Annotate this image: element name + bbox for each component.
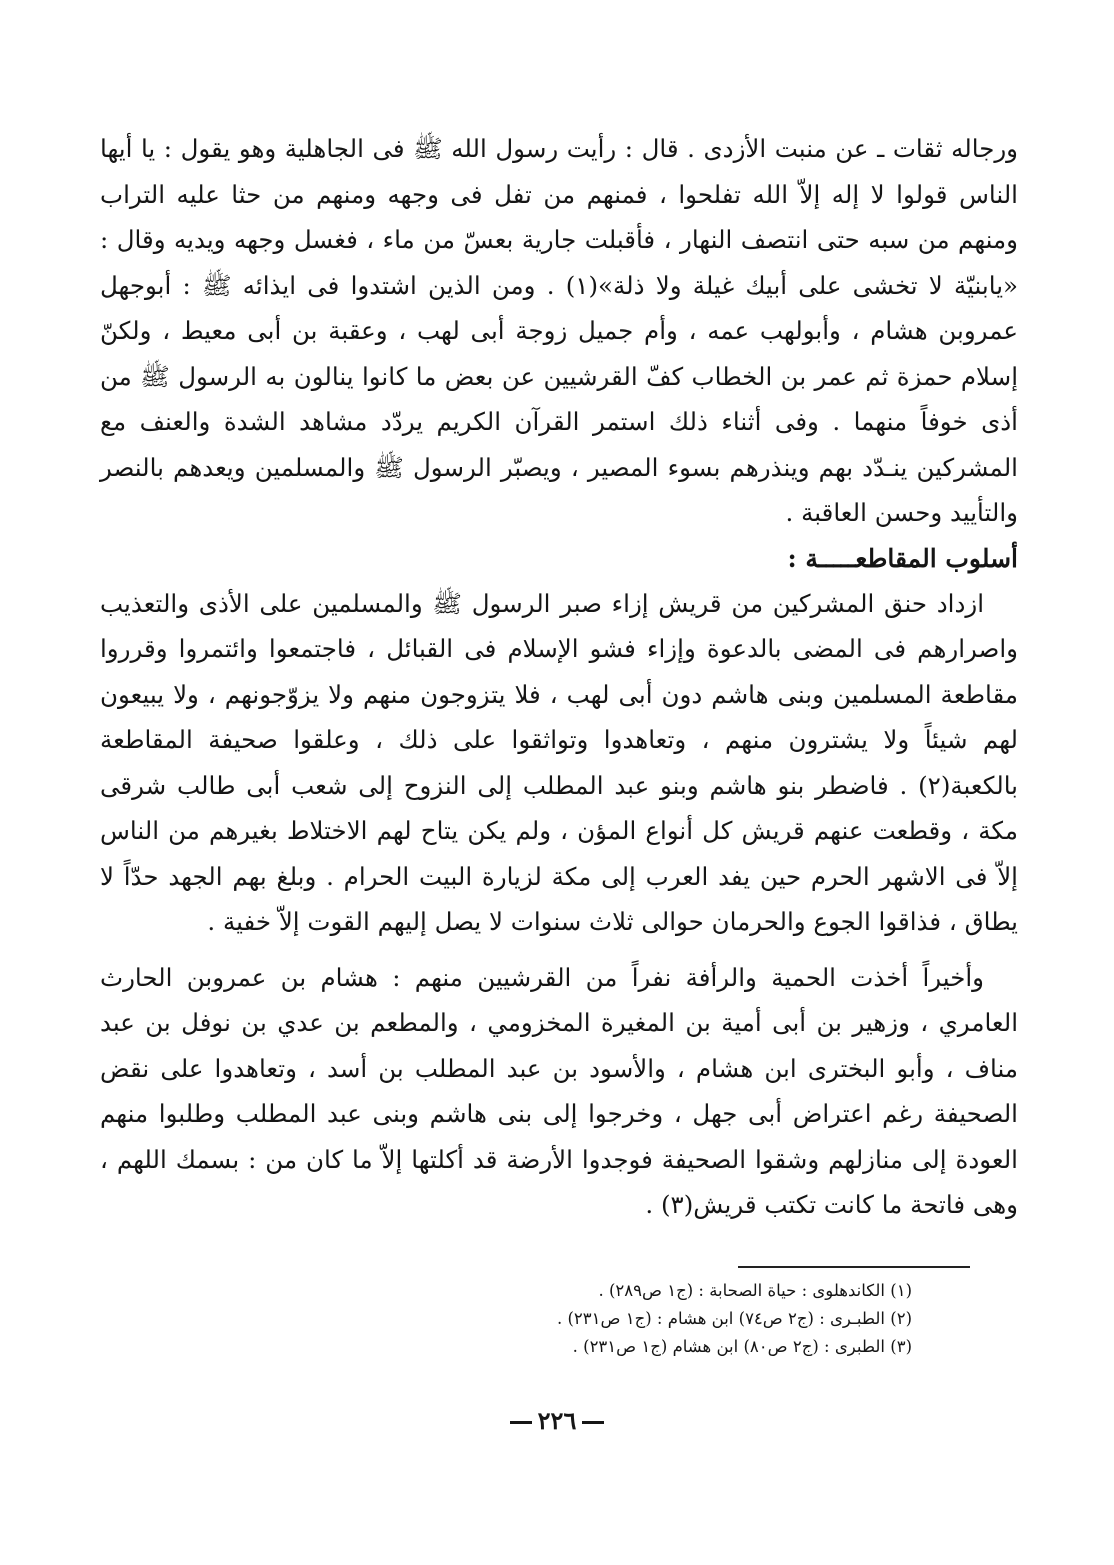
section-heading: أسلوب المقاطعـــــة : — [787, 543, 1018, 573]
paragraph-1: ورجاله ثقات ـ عن منبت الأزدى . قال : رأيت رسول الله ﷺ فى الجاهلية وهو يقول : يا أيها الناس قولوا لا إله إلاّ الله تفلحوا ، فمنهم من تفل فى وجهه ومنهم من حثا عليه التراب ومنهم من سبه حتى انتصف النهار ، فأقبلت جارية بعسّ من ماء ، فغسل وجهه ويديه وقال : «يابنيّة لا تخشى على أبيك غيلة ولا ذلة»(١) . ومن الذين اشتدوا فى ايذائه ﷺ : أبوجهل عمروبن هشام ، وأبولهب عمه ، وأم جميل زوجة أبى لهب ، وعقبة بن أبى معيط ، ولكنّ إسلام حمزة ثم عمر بن الخطاب كفّ القرشيين عن بعض ما كانوا ينالون به الرسول ﷺ من أذى خوفاً منهما . وفى أثناء ذلك استمر القرآن الكريم يردّد مشاهد الشدة والعنف مع المشركين ينـدّد بهم وينذرهم بسوء المصير ، ويصبّر الرسول ﷺ والمسلمين ويعدهم بالنصر والتأييد وحسن العاقبة . — [100, 134, 1019, 527]
dash-right — [510, 1421, 532, 1424]
footnote-divider — [738, 1266, 970, 1268]
page-number-text: ٢٢٦ — [537, 1406, 577, 1435]
page-number — [457, 1406, 657, 1435]
footnote-1: (١) الكاندهلوى : حياة الصحابة : (ج١ ص٢٨٩) . — [598, 1281, 912, 1300]
paragraph-2: ازداد حنق المشركين من قريش إزاء صبر الرسول ﷺ والمسلمين على الأذى والتعذيب واصرارهم فى المضى بالدعوة وإزاء فشو الإسلام فى القبائل ، فاجتمعوا وائتمروا وقرروا مقاطعة المسلمين وبنى هاشم دون أبى لهب ، فلا يتزوجون منهم ولا يزوّجونهم ، ولا يبيعون لهم شيئاً ولا يشترون منهم ، وتعاهدوا وتواثقوا على ذلك ، وعلقوا صحيفة المقاطعة بالكعبة(٢) . فاضطر بنو هاشم وبنو عبد المطلب إلى النزوح إلى شعب أبى طالب شرقى مكة ، وقطعت عنهم قريش كل أنواع المؤن ، ولم يكن يتاح لهم الاختلاط بغيرهم من الناس إلاّ فى الاشهر الحرم حين يفد العرب إلى مكة لزيارة البيت الحرام . وبلغ بهم الجهد حدّاً لا يطاق ، فذاقوا الجوع والحرمان حوالى ثلاث سنوات لا يصل إليهم القوت إلاّ خفية . — [100, 588, 1018, 936]
footnote-3: (٣) الطبرى : (ج٢ ص٨٠) ابن هشام (ج١ ص٢٣١) . — [572, 1337, 912, 1356]
dash-left — [582, 1421, 604, 1424]
paragraph-3: وأخيراً أخذت الحمية والرأفة نفراً من القرشيين منهم : هشام بن عمروبن الحارث العامري ، وزهير بن أبى أمية بن المغيرة المخزومي ، والمطعم بن عدي بن نوفل بن عبد مناف ، وأبو البخترى ابن هشام ، والأسود بن عبد المطلب بن أسد ، وتعاهدوا على نقض الصحيفة رغم اعتراض أبى جهل ، وخرجوا إلى بنى هاشم وبنى عبد المطلب وطلبوا منهم العودة إلى منازلهم وشقوا الصحيفة فوجدوا الأرضة قد أكلتها إلاّ ما كان من : بسمك اللهم ، وهى فاتحة ما كانت تكتب قريش(٣) . — [100, 962, 1018, 1219]
footnotes — [300, 1277, 912, 1361]
footnote-2: (٢) الطبـرى : (ج٢ ص٧٤) ابن هشام : (ج١ ص٢٣١) . — [556, 1309, 912, 1328]
main-text — [100, 126, 1018, 1228]
